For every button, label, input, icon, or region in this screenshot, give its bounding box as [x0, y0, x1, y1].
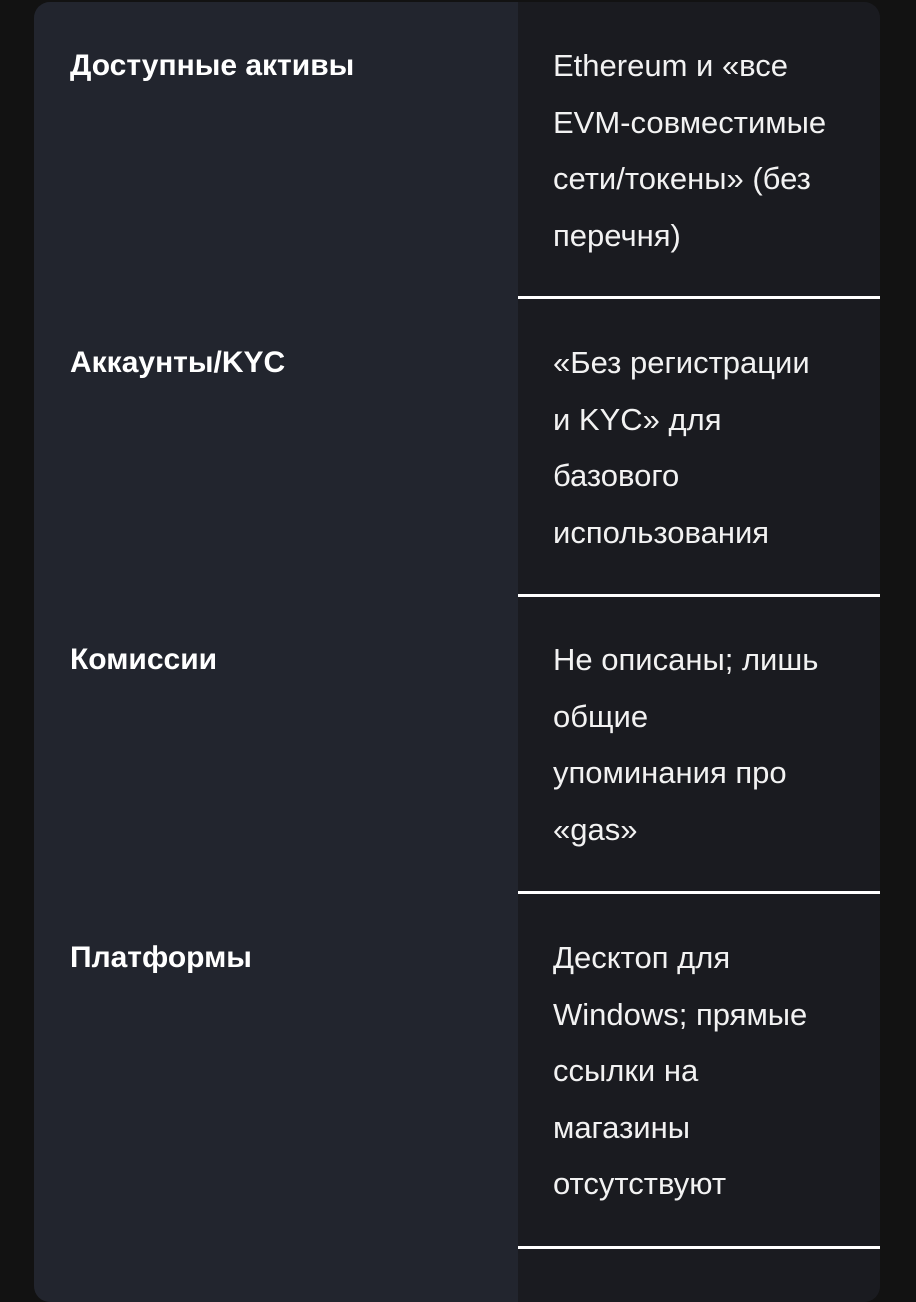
row-divider	[518, 296, 880, 299]
value-line: Windows; прямые	[553, 996, 808, 1032]
row-value-fees	[553, 632, 873, 858]
value-line: и KYC» для	[553, 401, 722, 437]
row-label-assets: Доступные активы	[70, 49, 355, 82]
value-line: общие	[553, 698, 649, 734]
row-divider	[518, 1246, 880, 1249]
value-line: Десктоп для	[553, 940, 731, 975]
comparison-table	[34, 2, 880, 1302]
value-line: упоминания про	[553, 755, 787, 790]
value-line: перечня)	[553, 217, 681, 253]
row-value-platforms	[553, 930, 873, 1213]
row-value-assets	[553, 38, 873, 264]
value-line: сети/токены» (без	[553, 161, 811, 196]
row-label-fees: Комиссии	[70, 643, 218, 676]
value-line: использования	[553, 514, 770, 550]
value-line: отсутствуют	[553, 1166, 727, 1201]
value-line: магазины	[553, 1109, 691, 1145]
row-label-accounts-kyc: Аккаунты/KYC	[70, 346, 286, 379]
row-label-platforms: Платформы	[70, 941, 252, 974]
row-value-accounts-kyc	[553, 335, 873, 561]
value-line: базового	[553, 458, 680, 493]
value-line: Не описаны; лишь	[553, 642, 819, 677]
value-line: EVM-совместимые	[553, 104, 827, 140]
value-line: «gas»	[553, 811, 638, 847]
row-divider	[518, 891, 880, 894]
value-line: «Без регистрации	[553, 345, 810, 380]
value-line: Ethereum и «все	[553, 48, 789, 83]
value-line: ссылки на	[553, 1053, 699, 1088]
row-divider	[518, 594, 880, 597]
